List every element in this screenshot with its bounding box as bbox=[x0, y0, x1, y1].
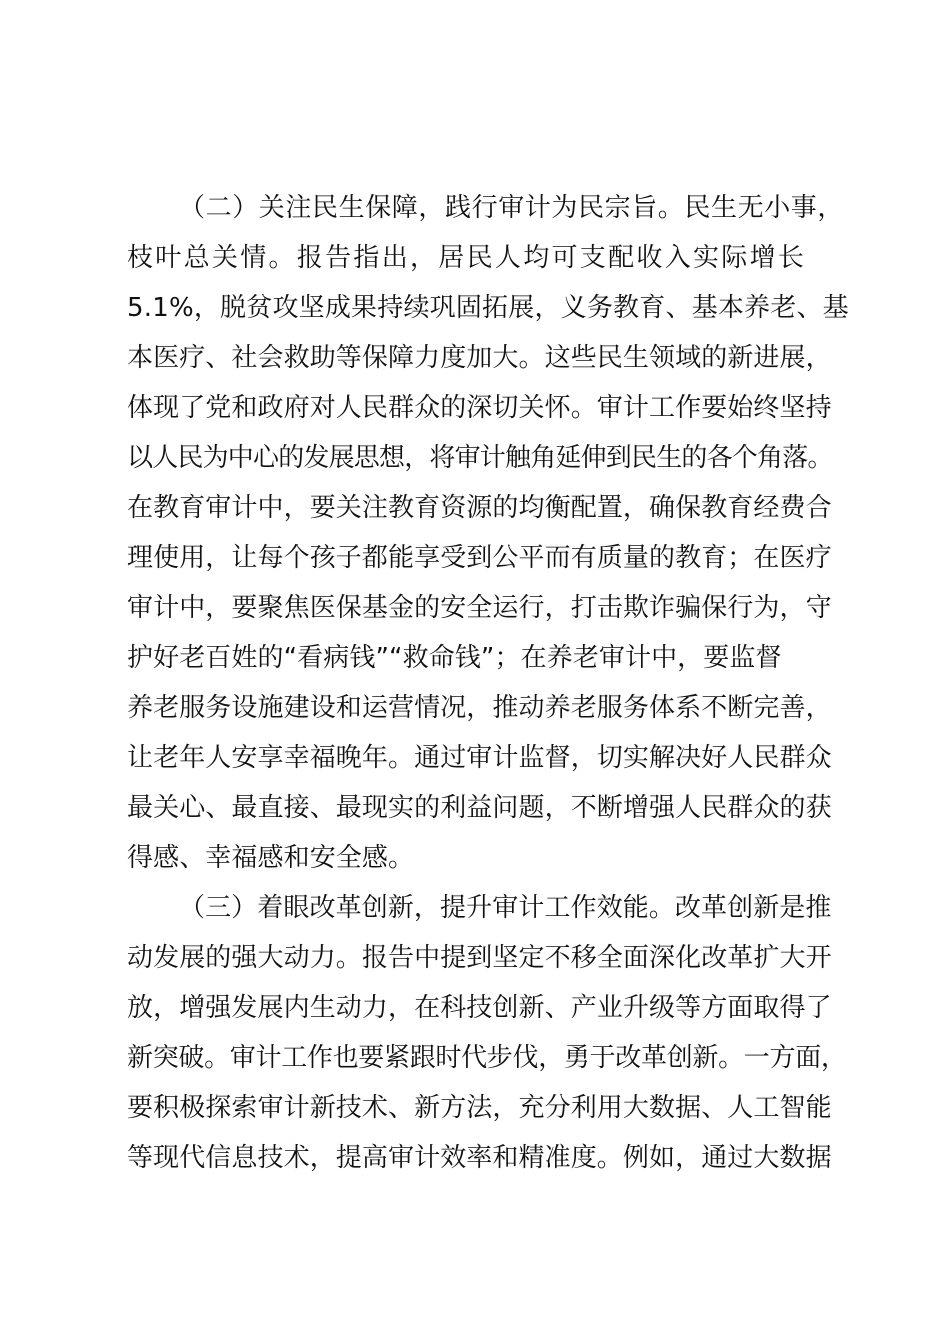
paragraph-line: 放，增强发展内生动力，在科技创新、产业升级等方面取得了 bbox=[127, 993, 832, 1023]
paragraph-line: （三）着眼改革创新，提升审计工作效能。改革创新是推 bbox=[179, 893, 832, 923]
paragraph-line: 得感、幸福感和安全感。 bbox=[127, 843, 415, 873]
paragraph-line: 5.1%，脱贫攻坚成果持续巩固拓展，义务教育、基本养老、基 bbox=[127, 293, 849, 323]
paragraph-line: 最关心、最直接、最现实的利益问题，不断增强人民群众的获 bbox=[127, 793, 832, 823]
paragraph-line: 让老年人安享幸福晚年。通过审计监督，切实解决好人民群众 bbox=[127, 743, 832, 773]
paragraph-line: 护好老百姓的“看病钱”“救命钱”；在养老审计中，要监督 bbox=[127, 643, 782, 673]
paragraph-line: 枝叶总关情。报告指出，居民人均可支配收入实际增长 bbox=[127, 243, 807, 273]
paragraph-line: 要积极探索审计新技术、新方法，充分利用大数据、人工智能 bbox=[127, 1093, 832, 1123]
paragraph-line: 在教育审计中，要关注教育资源的均衡配置，确保教育经费合 bbox=[127, 493, 832, 523]
paragraph-line: 等现代信息技术，提高审计效率和精准度。例如，通过大数据 bbox=[127, 1143, 832, 1173]
paragraph-line: 新突破。审计工作也要紧跟时代步伐，勇于改革创新。一方面， bbox=[127, 1043, 847, 1073]
body-text bbox=[127, 183, 847, 1183]
paragraph-line: 动发展的强大动力。报告中提到坚定不移全面深化改革扩大开 bbox=[127, 943, 832, 973]
paragraph-line: 体现了党和政府对人民群众的深切关怀。审计工作要始终坚持 bbox=[127, 393, 832, 423]
paragraph-line: 养老服务设施建设和运营情况，推动养老服务体系不断完善， bbox=[127, 693, 832, 723]
paragraph-line: 审计中，要聚焦医保基金的安全运行，打击欺诈骗保行为，守 bbox=[127, 593, 832, 623]
paragraph-line: 理使用，让每个孩子都能享受到公平而有质量的教育；在医疗 bbox=[127, 543, 832, 573]
paragraph-line: 以人民为中心的发展思想，将审计触角延伸到民生的各个角落。 bbox=[127, 443, 833, 473]
paragraph-line: 本医疗、社会救助等保障力度加大。这些民生领域的新进展， bbox=[127, 343, 832, 373]
paragraph-line: （二）关注民生保障，践行审计为民宗旨。民生无小事， bbox=[179, 193, 845, 223]
